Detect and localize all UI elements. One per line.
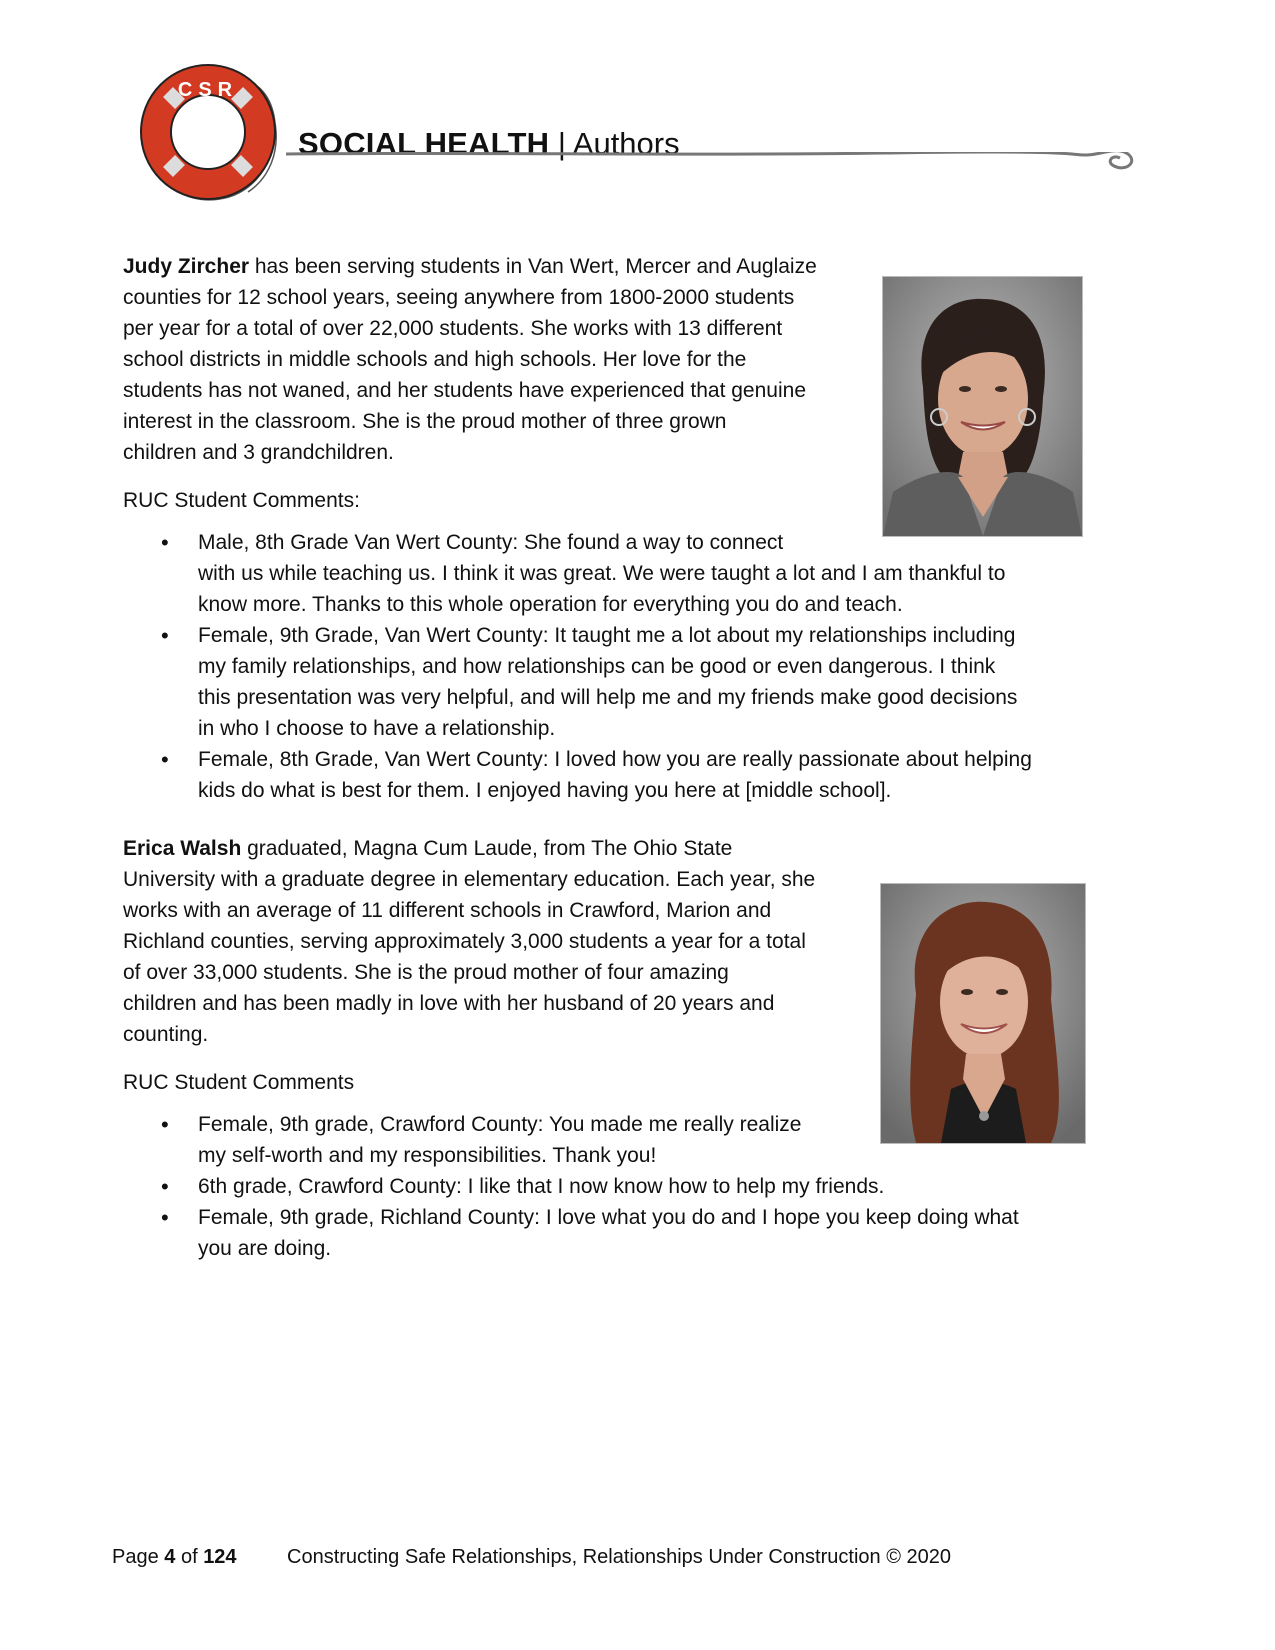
author-bio-erica: Erica Walsh graduated, Magna Cum Laude, from The Ohio State University with a graduate degree in elementary education. Each year, she works with an average of 11 different schools in Crawford, Marion and Richland counties, serving approximately 3,000 students a year for a total of over 33,000 students. She is the proud mother of four amazing children and has been madly in love with her husband of 20 years and counting. bbox=[123, 837, 816, 1046]
author-bio-judy: Judy Zircher has been serving students in Van Wert, Mercer and Auglaize counties for 12 school years, seeing anywhere from 1800-2000 students per year for a total of over 22,000 students. She works with 13 different school districts in middle schools and high schools. Her love for the students has not waned, and her students have experienced that genuine interest in the classroom. She is the proud mother of three grown children and 3 grandchildren. bbox=[123, 255, 817, 464]
page-total: 124 bbox=[203, 1546, 237, 1568]
comments-list-judy bbox=[123, 527, 1123, 806]
comments-label: RUC Student Comments: bbox=[123, 489, 360, 512]
logo-text: CSR bbox=[177, 79, 239, 101]
list-item: • Female, 9th grade, Richland County: I love what you do and I hope you keep doing what you are doing. bbox=[123, 1202, 1123, 1264]
list-item: • Female, 9th grade, Crawford County: You made me really realize my self-worth and my responsibilities. Thank you! bbox=[123, 1109, 1123, 1171]
author-name: Judy Zircher bbox=[123, 255, 250, 278]
list-item: • Female, 9th Grade, Van Wert County: It taught me a lot about my relationships including my family relationships, and how relationships can be good or even dangerous. I think this presentation was very helpful, and will help me and my friends make good decisions in who I choose to have a relationship. bbox=[123, 620, 1123, 744]
list-item: • Male, 8th Grade Van Wert County: She found a way to connect with us while teaching us. I think it was great. We were taught a lot and I am thankful to know more. Thanks to this whole operation for everything you do and teach. bbox=[123, 527, 1123, 620]
author-photo-erica bbox=[880, 883, 1086, 1144]
csr-life-ring-logo bbox=[138, 62, 286, 210]
page-indicator: Page 4 of 124 bbox=[112, 1546, 237, 1568]
author-photo-judy bbox=[882, 276, 1083, 537]
title-subsection: Authors bbox=[572, 126, 680, 161]
page-footer bbox=[112, 1544, 951, 1570]
list-item: • 6th grade, Crawford County: I like that I now know how to help my friends. bbox=[123, 1171, 1123, 1202]
page-number: 4 bbox=[164, 1546, 176, 1568]
title-section: SOCIAL HEALTH bbox=[298, 126, 550, 161]
document-title: Constructing Safe Relationships, Relationships Under Construction © 2020 bbox=[287, 1546, 951, 1568]
author-name: Erica Walsh bbox=[123, 837, 242, 860]
list-item: • Female, 8th Grade, Van Wert County: I loved how you are really passionate about helping kids do what is best for them. I enjoyed having you here at [middle school]. bbox=[123, 744, 1123, 806]
title-separator: | bbox=[557, 126, 566, 161]
header-rope-rule bbox=[286, 152, 1148, 174]
comments-list-erica bbox=[123, 1109, 1123, 1264]
comments-label: RUC Student Comments bbox=[123, 1071, 355, 1094]
